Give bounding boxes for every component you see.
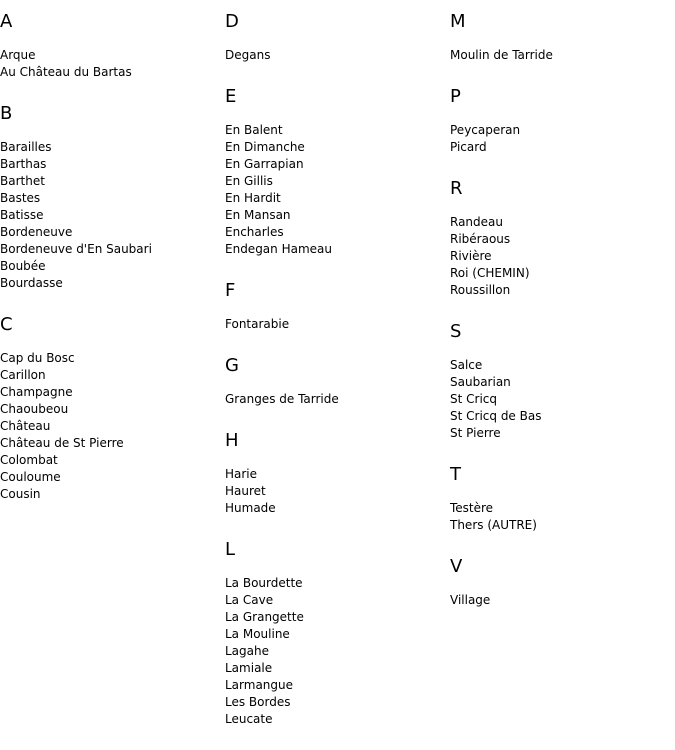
index-column-3 (450, 0, 670, 631)
letter-heading: C (0, 314, 13, 335)
list-item (450, 391, 670, 408)
list-item (225, 711, 445, 728)
list-item (0, 224, 220, 241)
place-list (450, 592, 670, 609)
place-link[interactable]: Barailles (0, 140, 52, 154)
letter-heading: H (225, 430, 239, 451)
letter-heading: E (225, 86, 237, 107)
place-link[interactable]: Saubarian (450, 375, 511, 389)
list-item (450, 214, 670, 231)
list-item (0, 173, 220, 190)
list-item (225, 609, 445, 626)
letter-group (450, 464, 670, 534)
list-item (0, 207, 220, 224)
place-link[interactable]: Lagahe (225, 644, 269, 658)
place-link[interactable]: Bourdasse (0, 276, 63, 290)
place-link[interactable]: Arque (0, 48, 36, 62)
list-item (0, 469, 220, 486)
letter-heading: S (450, 321, 462, 342)
list-item (450, 500, 670, 517)
place-link[interactable]: Lamiale (225, 661, 273, 675)
place-link[interactable]: Château de St Pierre (0, 436, 124, 450)
list-item (0, 156, 220, 173)
place-list (0, 350, 220, 503)
place-link[interactable]: Village (450, 593, 491, 607)
place-link[interactable]: Picard (450, 140, 487, 154)
place-link[interactable]: Bastes (0, 191, 41, 205)
place-list (450, 214, 670, 299)
letter-group (450, 178, 670, 299)
place-link[interactable]: Peycaperan (450, 123, 521, 137)
place-link[interactable]: La Bourdette (225, 576, 303, 590)
place-link[interactable]: Bordeneuve (0, 225, 73, 239)
list-item (225, 47, 445, 64)
place-list (225, 47, 445, 64)
list-item (450, 374, 670, 391)
list-item (450, 248, 670, 265)
list-item (225, 122, 445, 139)
list-item (0, 241, 220, 258)
place-list (225, 316, 445, 333)
place-link[interactable]: Leucate (225, 712, 273, 726)
place-link[interactable]: Larmangue (225, 678, 294, 692)
place-link[interactable]: Carillon (0, 368, 46, 382)
letter-group (225, 86, 445, 258)
place-link[interactable]: St Cricq de Bas (450, 409, 542, 423)
letter-group (225, 280, 445, 333)
place-link[interactable]: Granges de Tarride (225, 392, 339, 406)
place-link[interactable]: Degans (225, 48, 271, 62)
list-item (225, 626, 445, 643)
letter-heading: F (225, 280, 236, 301)
letter-heading: B (0, 103, 13, 124)
letter-group (450, 11, 670, 64)
letter-heading: G (225, 355, 239, 376)
place-link[interactable]: Barthet (0, 174, 45, 188)
place-link[interactable]: Hauret (225, 484, 266, 498)
place-link[interactable]: Encharles (225, 225, 284, 239)
list-item (450, 265, 670, 282)
place-link[interactable]: Rivière (450, 249, 492, 263)
list-item (225, 241, 445, 258)
place-link[interactable]: Champagne (0, 385, 73, 399)
place-link[interactable]: Thers (AUTRE) (450, 518, 537, 532)
letter-heading: P (450, 86, 461, 107)
list-item (450, 47, 670, 64)
list-item (0, 486, 220, 503)
place-link[interactable]: Fontarabie (225, 317, 290, 331)
list-item (225, 207, 445, 224)
place-link[interactable]: La Grangette (225, 610, 304, 624)
list-item (0, 139, 220, 156)
list-item (0, 401, 220, 418)
list-item (450, 282, 670, 299)
list-item (225, 224, 445, 241)
list-item (225, 173, 445, 190)
place-link[interactable]: En Hardit (225, 191, 281, 205)
list-item (225, 677, 445, 694)
list-item (450, 425, 670, 442)
place-link[interactable]: Harie (225, 467, 258, 481)
list-item (225, 466, 445, 483)
place-link[interactable]: Bordeneuve d'En Saubari (0, 242, 152, 256)
letter-group (225, 430, 445, 517)
place-link[interactable]: Ribéraous (450, 232, 511, 246)
index-column-1 (0, 0, 220, 525)
list-item (0, 47, 220, 64)
list-item (0, 418, 220, 435)
list-item (225, 316, 445, 333)
list-item (450, 231, 670, 248)
place-link[interactable]: Testère (450, 501, 494, 515)
list-item (0, 64, 220, 81)
place-link[interactable]: Boubée (0, 259, 46, 273)
place-link[interactable]: Au Château du Bartas (0, 65, 132, 79)
list-item (450, 592, 670, 609)
place-link[interactable]: La Mouline (225, 627, 290, 641)
list-item (0, 350, 220, 367)
list-item (225, 694, 445, 711)
letter-group (450, 321, 670, 442)
place-link[interactable]: Salce (450, 358, 483, 372)
letter-group (0, 314, 220, 503)
letter-group (450, 86, 670, 156)
list-item (225, 483, 445, 500)
place-link[interactable]: Couloume (0, 470, 61, 484)
list-item (225, 500, 445, 517)
place-link[interactable]: En Gillis (225, 174, 273, 188)
place-list (0, 47, 220, 81)
place-link[interactable]: En Garrapian (225, 157, 304, 171)
place-link[interactable]: Humade (225, 501, 276, 515)
place-list (450, 47, 670, 64)
place-list (0, 139, 220, 292)
place-link[interactable]: En Dimanche (225, 140, 305, 154)
list-item (0, 258, 220, 275)
letter-heading: R (450, 178, 463, 199)
place-list (450, 122, 670, 156)
place-link[interactable]: Endegan Hameau (225, 242, 332, 256)
place-link[interactable]: En Balent (225, 123, 283, 137)
place-link[interactable]: Batisse (0, 208, 44, 222)
letter-heading: M (450, 11, 466, 32)
list-item (225, 575, 445, 592)
place-link[interactable]: St Cricq (450, 392, 497, 406)
list-item (225, 391, 445, 408)
place-link[interactable]: La Cave (225, 593, 274, 607)
letter-heading: L (225, 539, 236, 560)
list-item (0, 190, 220, 207)
letter-group (0, 11, 220, 81)
list-item (450, 139, 670, 156)
list-item (450, 357, 670, 374)
place-link[interactable]: Les Bordes (225, 695, 291, 709)
place-list (450, 357, 670, 442)
list-item (450, 122, 670, 139)
list-item (450, 517, 670, 534)
letter-heading: T (450, 464, 461, 485)
place-link[interactable]: Moulin de Tarride (450, 48, 553, 62)
place-link[interactable]: Château (0, 419, 51, 433)
place-link[interactable]: Roussillon (450, 283, 511, 297)
place-link[interactable]: Roi (CHEMIN) (450, 266, 530, 280)
list-item (225, 643, 445, 660)
place-link[interactable]: Cap du Bosc (0, 351, 75, 365)
letter-heading: A (0, 11, 13, 32)
place-link[interactable]: Randeau (450, 215, 503, 229)
list-item (225, 139, 445, 156)
letter-group (450, 556, 670, 609)
letter-group (225, 355, 445, 408)
place-link[interactable]: Colombat (0, 453, 58, 467)
place-link[interactable]: En Mansan (225, 208, 291, 222)
list-item (0, 435, 220, 452)
list-item (0, 452, 220, 469)
place-link[interactable]: Barthas (0, 157, 47, 171)
list-item (225, 660, 445, 677)
place-list (225, 122, 445, 258)
place-list (225, 391, 445, 408)
list-item (0, 367, 220, 384)
letter-group (0, 103, 220, 292)
index-column-2 (225, 0, 445, 750)
list-item (450, 408, 670, 425)
letter-heading: V (450, 556, 463, 577)
place-list (450, 500, 670, 534)
place-list (225, 575, 445, 728)
list-item (0, 384, 220, 401)
list-item (225, 592, 445, 609)
list-item (225, 190, 445, 207)
place-link[interactable]: St Pierre (450, 426, 501, 440)
place-link[interactable]: Chaoubeou (0, 402, 69, 416)
list-item (0, 275, 220, 292)
place-list (225, 466, 445, 517)
letter-group (225, 11, 445, 64)
letter-heading: D (225, 11, 239, 32)
list-item (225, 156, 445, 173)
letter-group (225, 539, 445, 728)
place-link[interactable]: Cousin (0, 487, 41, 501)
